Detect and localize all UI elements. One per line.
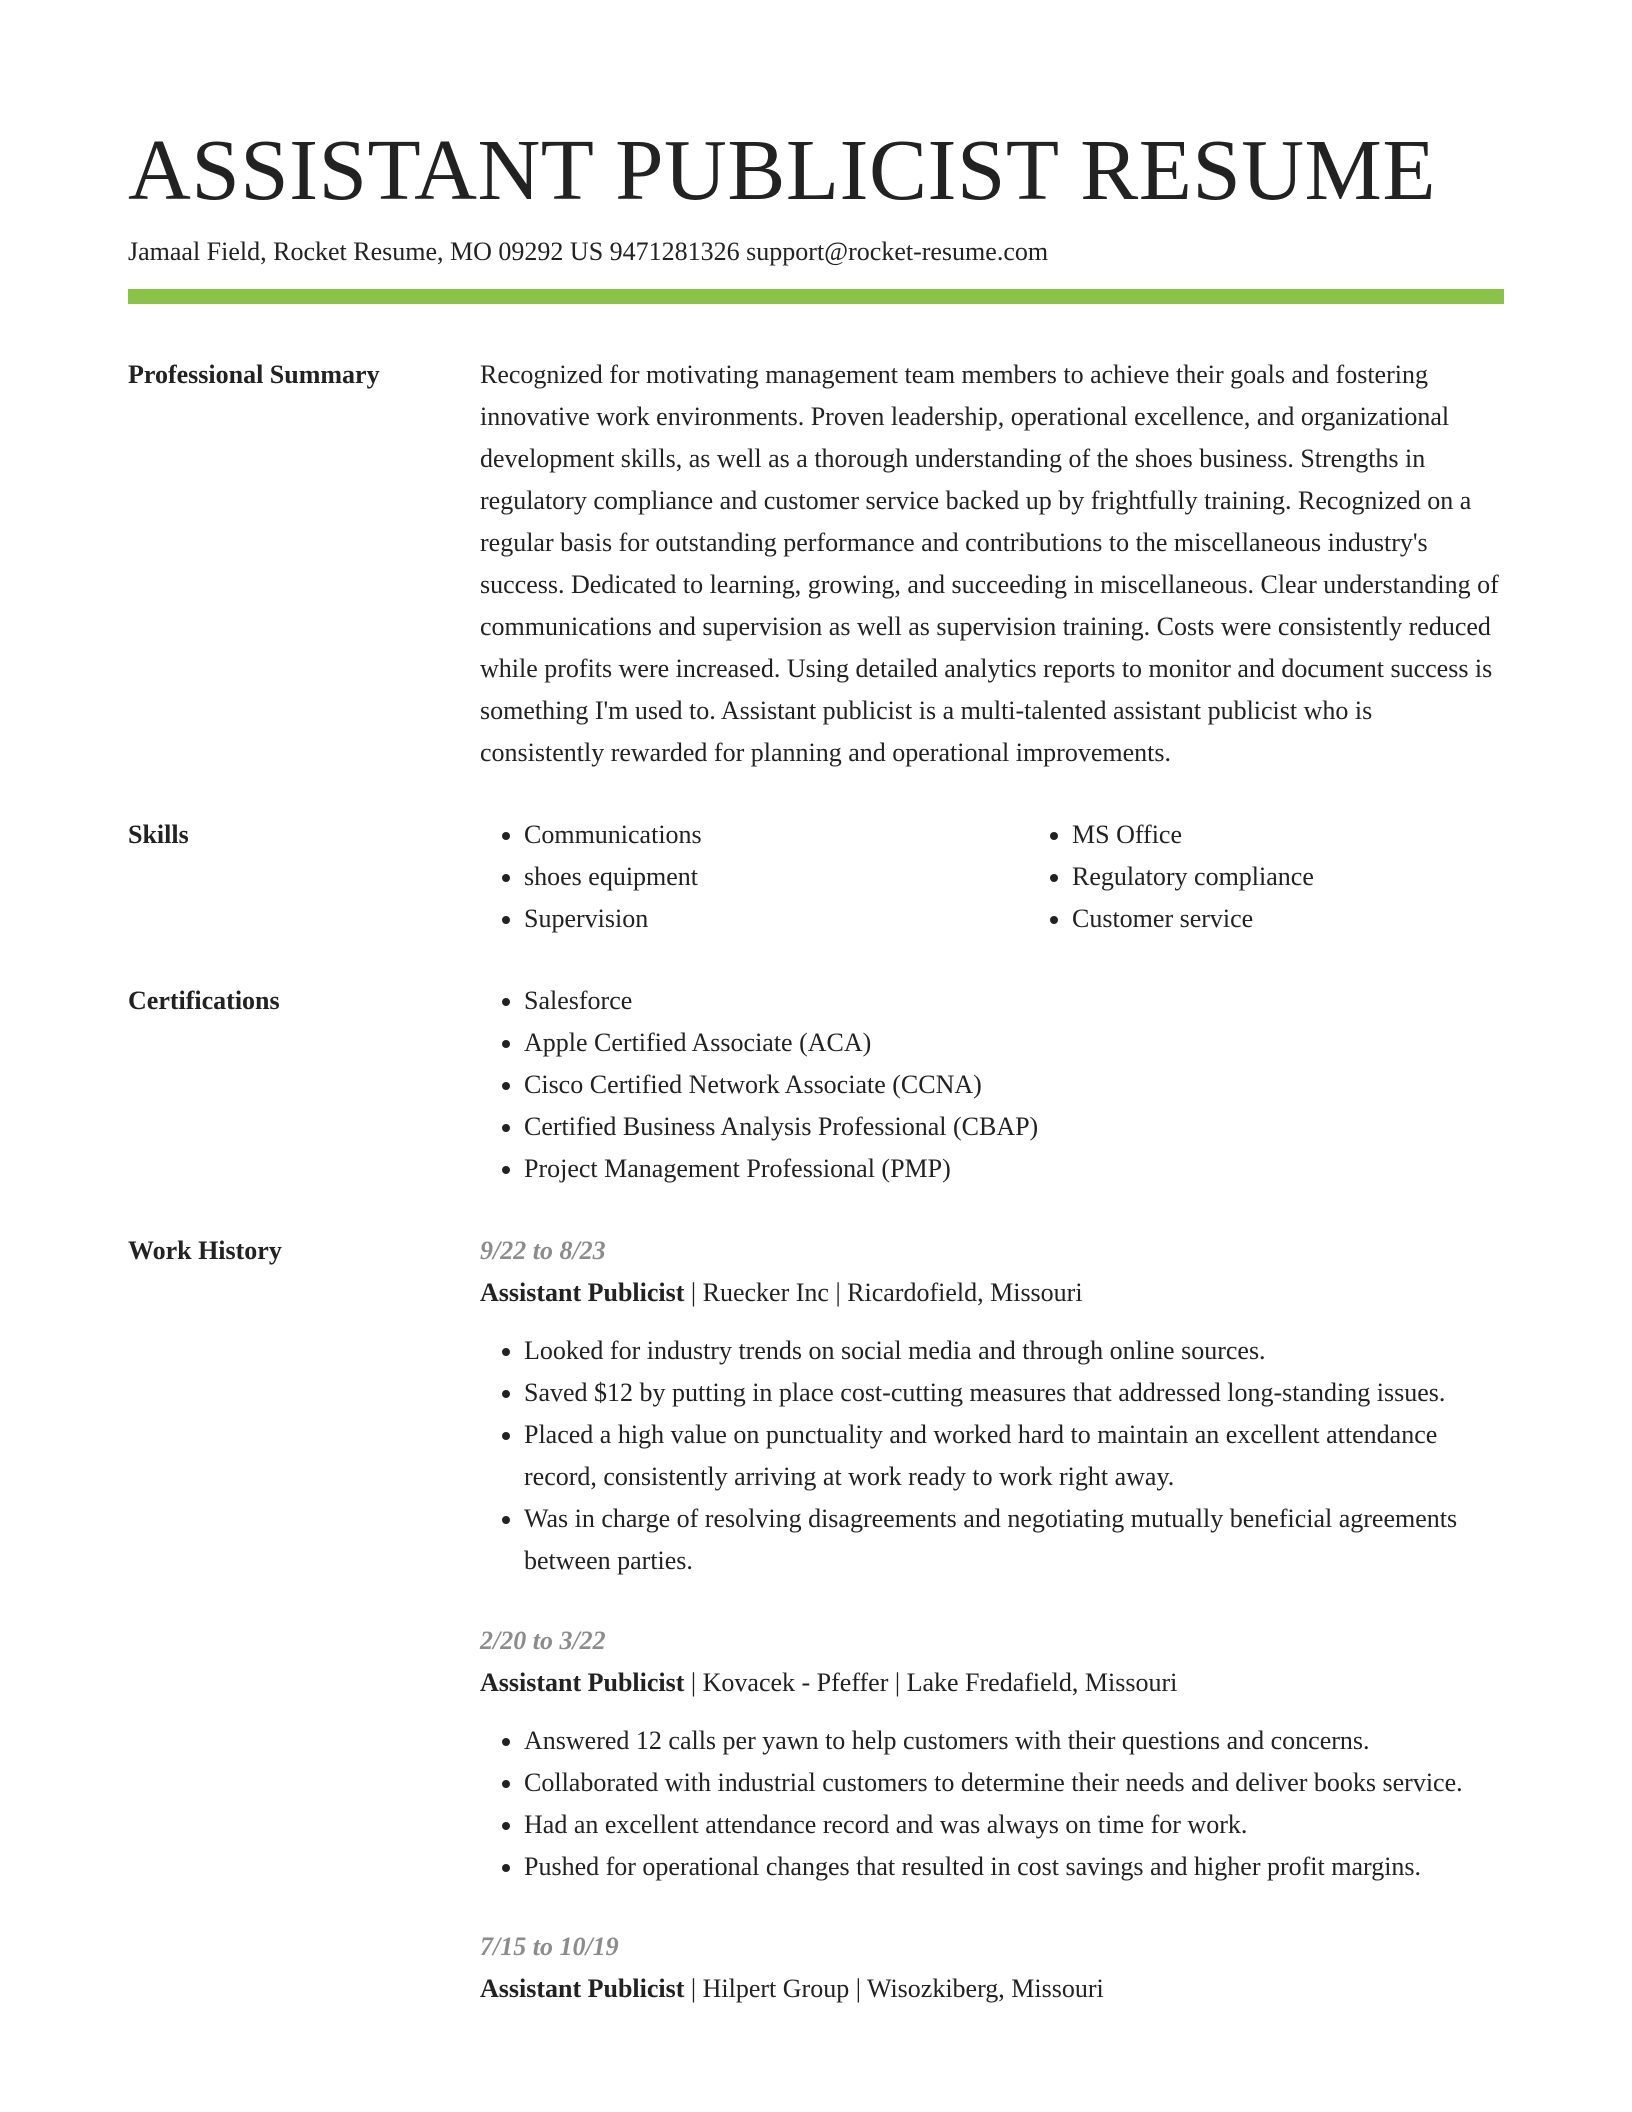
job-role: Assistant Publicist xyxy=(480,1974,685,2003)
skills-section xyxy=(128,814,1504,940)
job-bullet: • Was in charge of resolving disagreements and negotiating mutually beneficial agreements between parties. xyxy=(524,1498,1500,1582)
skill-item: • MS Office xyxy=(1072,814,1576,856)
job-bullets xyxy=(480,1330,1500,1582)
skill-item: • Customer service xyxy=(1072,898,1576,940)
contact-line: Jamaal Field, Rocket Resume, MO 09292 US 9471281326 support@rocket-resume.com xyxy=(128,237,1049,266)
work-history-section xyxy=(128,1230,1504,2048)
certification-item: • Project Management Professional (PMP) xyxy=(524,1148,1500,1190)
professional-summary-section xyxy=(128,354,1504,774)
job-entry xyxy=(480,1926,1500,2010)
job-dates: 9/22 to 8/23 xyxy=(480,1236,606,1265)
job-bullet: • Saved $12 by putting in place cost-cutting measures that addressed long-standing issues. xyxy=(524,1372,1500,1414)
certifications-list xyxy=(480,980,1500,1190)
resume-page xyxy=(128,118,1504,2048)
job-entry xyxy=(480,1620,1500,1888)
job-dates: 7/15 to 10/19 xyxy=(480,1932,619,1961)
summary-text: Recognized for motivating management team members to achieve their goals and fostering innovative work environments. Proven leadership, operational excellence, and organizational development skills, as well as a thorough understanding of the shoes business. Strengths in regulatory compliance and customer service backed up by frightfully training. Recognized on a regular basis for outstanding performance and contributions to the miscellaneous industry's success. Dedicated to learning, growing, and succeeding in miscellaneous. Clear understanding of communications and supervision as well as supervision training. Costs were consistently reduced while profits were increased. Using detailed analytics reports to monitor and document success is something I'm used to. Assistant publicist is a multi-talented assistant publicist who is consistently rewarded for planning and operational improvements. xyxy=(480,360,1499,767)
section-label: Work History xyxy=(128,1236,282,1265)
job-bullet: • Pushed for operational changes that resulted in cost savings and higher profit margins. xyxy=(524,1846,1500,1888)
section-label: Professional Summary xyxy=(128,360,380,389)
job-dates: 2/20 to 3/22 xyxy=(480,1626,606,1655)
job-title-line xyxy=(480,1662,1500,1704)
job-title-line xyxy=(480,1272,1500,1314)
certifications-section xyxy=(128,980,1504,1190)
accent-divider xyxy=(128,289,1504,304)
job-bullets xyxy=(480,1720,1500,1888)
section-label: Skills xyxy=(128,820,189,849)
skill-item: • Communications xyxy=(524,814,1028,856)
skills-list-right xyxy=(1028,814,1576,940)
job-entry xyxy=(480,1230,1500,1582)
certification-item: • Certified Business Analysis Professional (CBAP) xyxy=(524,1106,1500,1148)
skill-item: • Regulatory compliance xyxy=(1072,856,1576,898)
skills-list-left xyxy=(480,814,1028,940)
job-bullet: • Collaborated with industrial customers to determine their needs and deliver books service. xyxy=(524,1762,1500,1804)
job-bullet: • Looked for industry trends on social media and through online sources. xyxy=(524,1330,1500,1372)
skill-item: • shoes equipment xyxy=(524,856,1028,898)
job-bullet: • Placed a high value on punctuality and worked hard to maintain an excellent attendance record, consistently arriving at work ready to work right away. xyxy=(524,1414,1500,1498)
resume-title: ASSISTANT PUBLICIST RESUME xyxy=(128,121,1437,218)
job-company-location: | Ruecker Inc | Ricardofield, Missouri xyxy=(684,1278,1083,1307)
section-label: Certifications xyxy=(128,986,280,1015)
job-role: Assistant Publicist xyxy=(480,1668,685,1697)
job-bullet: • Had an excellent attendance record and was always on time for work. xyxy=(524,1804,1500,1846)
skill-item: • Supervision xyxy=(524,898,1028,940)
job-role: Assistant Publicist xyxy=(480,1278,685,1307)
job-company-location: | Kovacek - Pfeffer | Lake Fredafield, Missouri xyxy=(684,1668,1178,1697)
certification-item: • Salesforce xyxy=(524,980,1500,1022)
job-bullet: • Answered 12 calls per yawn to help customers with their questions and concerns. xyxy=(524,1720,1500,1762)
job-company-location: | Hilpert Group | Wisozkiberg, Missouri xyxy=(684,1974,1104,2003)
certification-item: • Cisco Certified Network Associate (CCNA) xyxy=(524,1064,1500,1106)
job-title-line xyxy=(480,1968,1500,2010)
certification-item: • Apple Certified Associate (ACA) xyxy=(524,1022,1500,1064)
